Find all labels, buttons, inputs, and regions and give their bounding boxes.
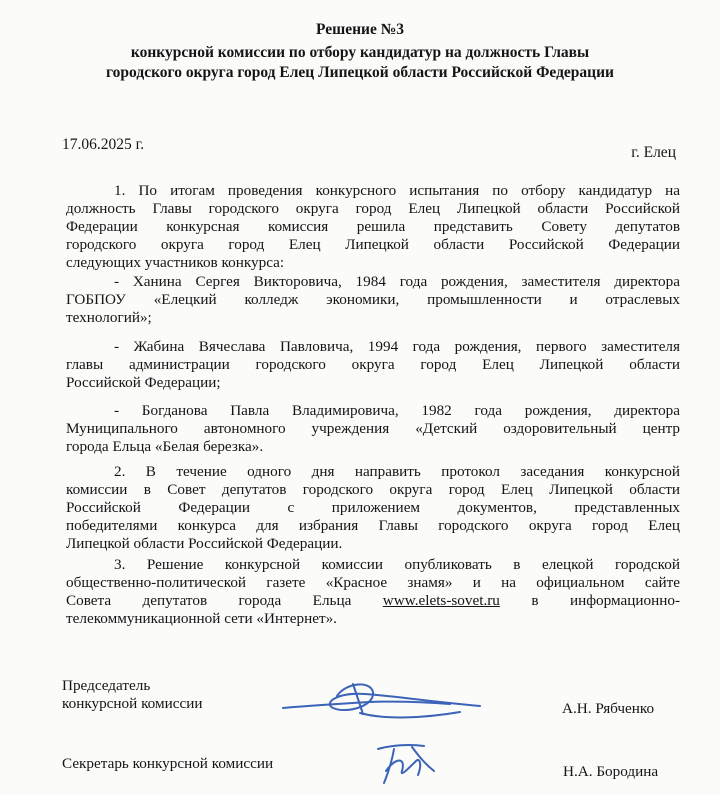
chair-label-line-1: Председатель	[62, 677, 151, 694]
chair-name: А.Н. Рябченко	[562, 700, 655, 717]
paragraph-3-line-1: 3. Решение конкурсной комиссии опубликовать в елецкой городской	[114, 556, 680, 573]
paragraph-2-line-4: победителями конкурса для избрания Главы городского округа город Елец	[66, 517, 680, 534]
paragraph-2-line-1: 2. В течение одного дня направить протокол заседания конкурсной	[114, 463, 680, 480]
paragraph-2-line-3: Российской Федерации с приложением документов, представленных	[66, 499, 680, 516]
paragraph-3-line-2: общественно-политической газете «Красное знамя» и на официальном сайте	[66, 574, 680, 591]
council-website-link[interactable]: www.elets-sovet.ru	[382, 592, 500, 609]
paragraph-1-line-5: следующих участников конкурса:	[66, 254, 285, 271]
candidate-2-line-1: - Жабина Вячеслава Павловича, 1994 года рождения, первого заместителя	[114, 338, 680, 355]
candidate-2-line-3: Российской Федерации;	[66, 374, 221, 391]
candidate-1-line-1: - Ханина Сергея Викторовича, 1984 года рождения, заместителя директора	[114, 273, 680, 290]
document-date: 17.06.2025 г.	[62, 136, 145, 153]
paragraph-1-line-4: городского округа город Елец Липецкой области Российской Федерации	[66, 236, 680, 253]
paragraph-3-line-3-tail: в информационно-	[531, 592, 681, 609]
secretary-signature-icon	[372, 735, 442, 790]
candidate-3-line-2: Муниципального автономного учреждения «Детский оздоровительный центр	[66, 420, 680, 437]
paragraph-3-line-4: телекоммуникационной сети «Интернет».	[66, 610, 337, 627]
candidate-3-line-1: - Богданова Павла Владимировича, 1982 года рождения, директора	[114, 402, 680, 419]
paragraph-2-line-2: комиссии в Совет депутатов городского округа город Елец Липецкой области	[66, 481, 680, 498]
candidate-2-line-2: главы администрации городского округа город Елец Липецкой области	[66, 356, 680, 373]
candidate-3-line-3: города Ельца «Белая березка».	[66, 438, 264, 455]
paragraph-1-line-1: 1. По итогам проведения конкурсного испытания по отбору кандидатур на	[114, 182, 680, 199]
secretary-name: Н.А. Бородина	[563, 763, 659, 780]
paragraph-2-line-5: Липецкой области Российской Федерации.	[66, 535, 343, 552]
paragraph-3-line-3	[66, 592, 680, 610]
candidate-1-line-2: ГОБПОУ «Елецкий колледж экономики, промышленности и отраслевых	[66, 291, 680, 308]
decision-title: Решение №3	[315, 21, 405, 38]
chair-label-line-2: конкурсной комиссии	[62, 695, 203, 712]
decision-subtitle-line-2: городского округа город Елец Липецкой области Российской Федерации	[106, 64, 614, 81]
paragraph-3-line-3-text: Совета депутатов города Ельца	[66, 592, 352, 609]
paragraph-1-line-3: Федерации конкурсная комиссия решила представить Совету депутатов	[66, 218, 680, 235]
decision-subtitle-line-1: конкурсной комиссии по отбору кандидатур на должность Главы	[130, 44, 590, 61]
candidate-1-line-3: технологий»;	[66, 309, 152, 326]
document-place: г. Елец	[631, 144, 676, 161]
paragraph-1-line-2: должность Главы городского округа город Елец Липецкой области Российской	[66, 200, 680, 217]
chair-signature-icon	[275, 668, 495, 728]
secretary-label: Секретарь конкурсной комиссии	[62, 755, 274, 772]
